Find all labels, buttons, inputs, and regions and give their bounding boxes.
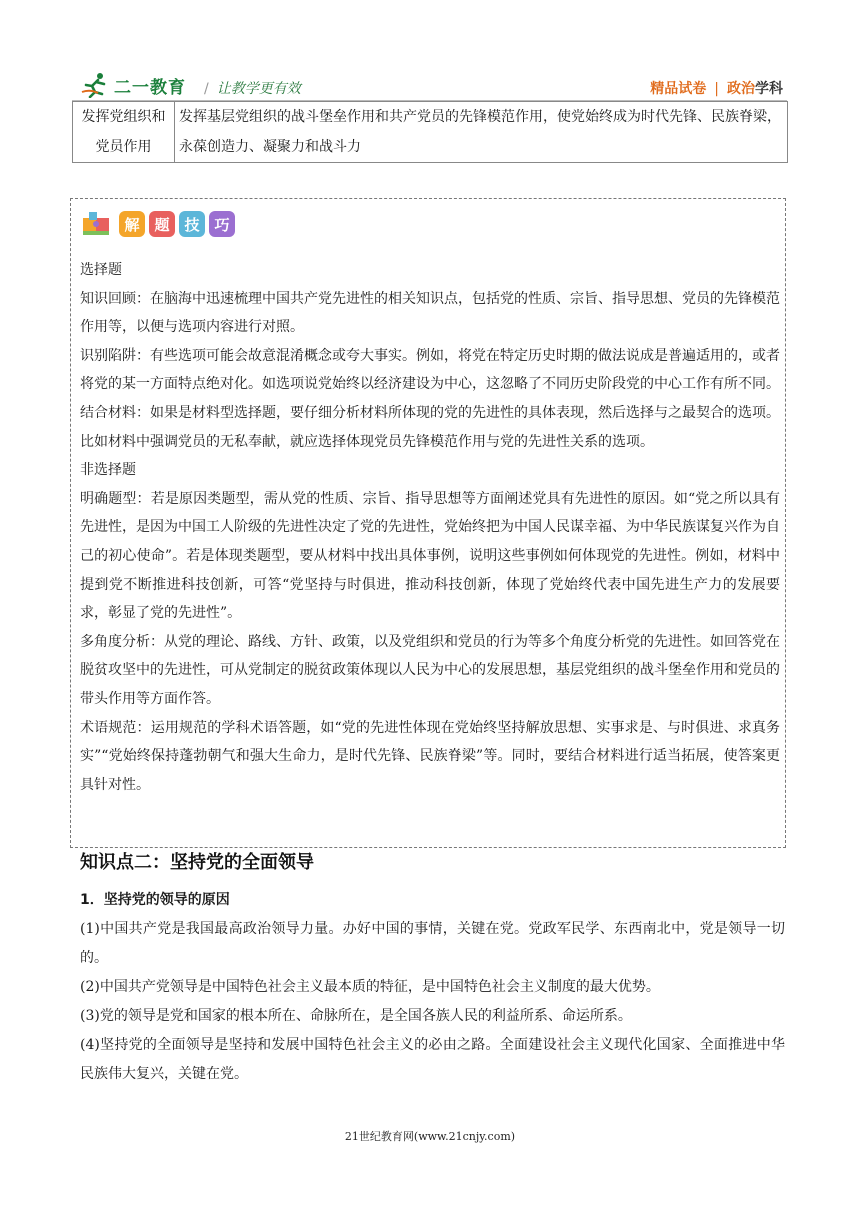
tips-heading-nonchoice: 非选择题 (80, 462, 136, 479)
section-subhead: 1．坚持党的领导的原因 (80, 892, 230, 908)
tips-body (80, 256, 780, 799)
tips-paragraph: 识别陷阱：有些选项可能会故意混淆概念或夸大事实。例如，将党在特定历史时期的做法说成是普遍适用的，或者将党的某一方面特点绝对化。如选项说党始终以经济建设为中心，这忽略了不同历史阶段党的中心工作有所不同。 (80, 347, 780, 393)
tips-paragraph: 多角度分析：从党的理论、路线、方针、政策，以及党组织和党员的行为等多个角度分析党的先进性。如回答党在脱贫攻坚中的先进性，可从党制定的脱贫政策体现以人民为中心的发展思想，基层党组织的战斗堡垒作用和党员的带头作用等方面作答。 (80, 633, 780, 707)
table-row (73, 102, 788, 163)
table-cell-content: 发挥基层党组织的战斗堡垒作用和共产党员的先锋模范作用，使党始终成为时代先锋、民族脊梁，永葆创造力、凝聚力和战斗力 (175, 102, 788, 163)
logo-text: 二一教育 (114, 77, 186, 98)
slogan-slash: / (204, 81, 209, 97)
brand-logo[interactable] (80, 72, 186, 98)
problem-solving-tips-box (70, 198, 786, 848)
tips-badge (81, 209, 235, 239)
tips-paragraph: 结合材料：如果是材料型选择题，要仔细分析材料所体现的党的先进性的具体表现，然后选择与之最契合的选项。比如材料中强调党员的无私奉献，就应选择体现党员先锋模范作用与党的先进性关系的选项。 (80, 404, 780, 450)
subject-label (650, 78, 783, 98)
page-footer[interactable]: 21世纪教育网(www.21cnjy.com) (344, 1130, 516, 1143)
badge-char: 巧 (209, 211, 235, 237)
tips-heading-choice: 选择题 (80, 262, 122, 278)
page-header (72, 64, 787, 104)
subject-suffix: 学科 (755, 81, 783, 97)
section-item: (3)党的领导是党和国家的根本所在、命脉所在，是全国各族人民的利益所系、命运所系。 (80, 1008, 632, 1024)
subject-name: 政治 (727, 81, 755, 97)
section-item: (1)中国共产党是我国最高政治领导力量。办好中国的事情，关键在党。党政军民学、东西南北中，党是领导一切的。 (80, 921, 785, 966)
tips-paragraph: 明确题型：若是原因类题型，需从党的性质、宗旨、指导思想等方面阐述党具有先进性的原因。如“党之所以具有先进性，是因为中国工人阶级的先进性决定了党的先进性，党始终把为中国人民谋幸福、为中华民族谋复兴作为自己的初心使命”。若是体现类题型，要从材料中找出具体事例，说明这些事例如何体现党的先进性。例如，材料中提到党不断推进科技创新，可答“党坚持与时俱进，推动科技创新，体现了党始终代表中国先进生产力的发展要求，彰显了党的先进性”。 (80, 490, 780, 622)
slogan (204, 78, 301, 98)
badge-char: 题 (149, 211, 175, 237)
badge-char: 解 (119, 211, 145, 237)
tips-paragraph: 知识回顾：在脑海中迅速梳理中国共产党先进性的相关知识点，包括党的性质、宗旨、指导思想、党员的先锋模范作用等，以便与选项内容进行对照。 (80, 290, 780, 336)
category-label: 精品试卷 (650, 81, 707, 97)
section-item: (4)坚持党的全面领导是坚持和发展中国特色社会主义的必由之路。全面建设社会主义现代化国家、全面推进中华民族伟大复兴，关键在党。 (80, 1037, 785, 1082)
table-cell-label: 发挥党组织和党员作用 (73, 102, 175, 163)
header-separator: | (714, 81, 719, 97)
section-body (80, 886, 785, 1089)
section-item: (2)中国共产党领导是中国特色社会主义最本质的特征，是中国特色社会主义制度的最大优势。 (80, 979, 660, 995)
section-title: 知识点二：坚持党的全面领导 (80, 852, 314, 873)
badge-char: 技 (179, 211, 205, 237)
knowledge-table (72, 101, 788, 163)
puzzle-icon (81, 210, 115, 238)
slogan-text: 让教学更有效 (216, 81, 301, 97)
tips-paragraph: 术语规范：运用规范的学科术语答题，如“党的先进性体现在党始终坚持解放思想、实事求是、与时俱进、求真务实”“党始终保持蓬勃朝气和强大生命力，是时代先锋、民族脊梁”等。同时，要结合材料进行适当拓展，使答案更具针对性。 (80, 719, 780, 793)
runner-logo-icon (80, 72, 110, 98)
